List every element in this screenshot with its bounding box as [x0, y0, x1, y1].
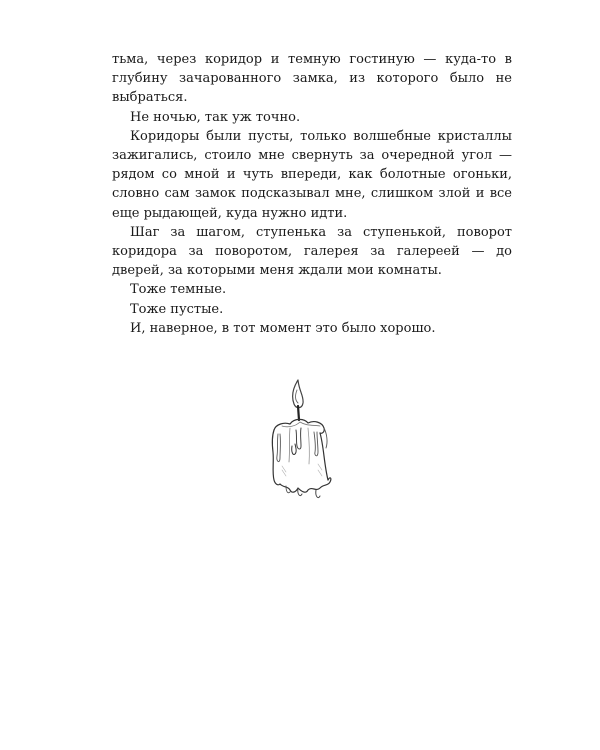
page-text — [112, 50, 512, 338]
paragraph: И, наверное, в тот момент это было хорошо. — [130, 320, 436, 336]
candle-icon — [260, 376, 340, 508]
paragraph: Коридоры были пусты, только волшебные кристаллы зажигались, стоило мне свернуть за очередной угол — рядом со мной и чуть впереди, как болотные огоньки, словно сам замок подсказывал мне, слишком злой и все еще рыдающей, куда нужно идти. — [112, 128, 512, 221]
paragraph: Не ночью, так уж точно. — [130, 109, 301, 125]
paragraph-continuation: тьма, через коридор и темную гостиную — куда-то в глубину зачарованного замка, из которого было не выбраться. — [112, 52, 512, 106]
paragraph: Тоже темные. — [130, 282, 227, 298]
paragraph: Шаг за шагом, ступенька за ступенькой, поворот коридора за поворотом, галерея за галереей — до дверей, за которыми меня ждали мои комнаты. — [112, 224, 512, 279]
paragraph: Тоже пустые. — [130, 301, 224, 317]
